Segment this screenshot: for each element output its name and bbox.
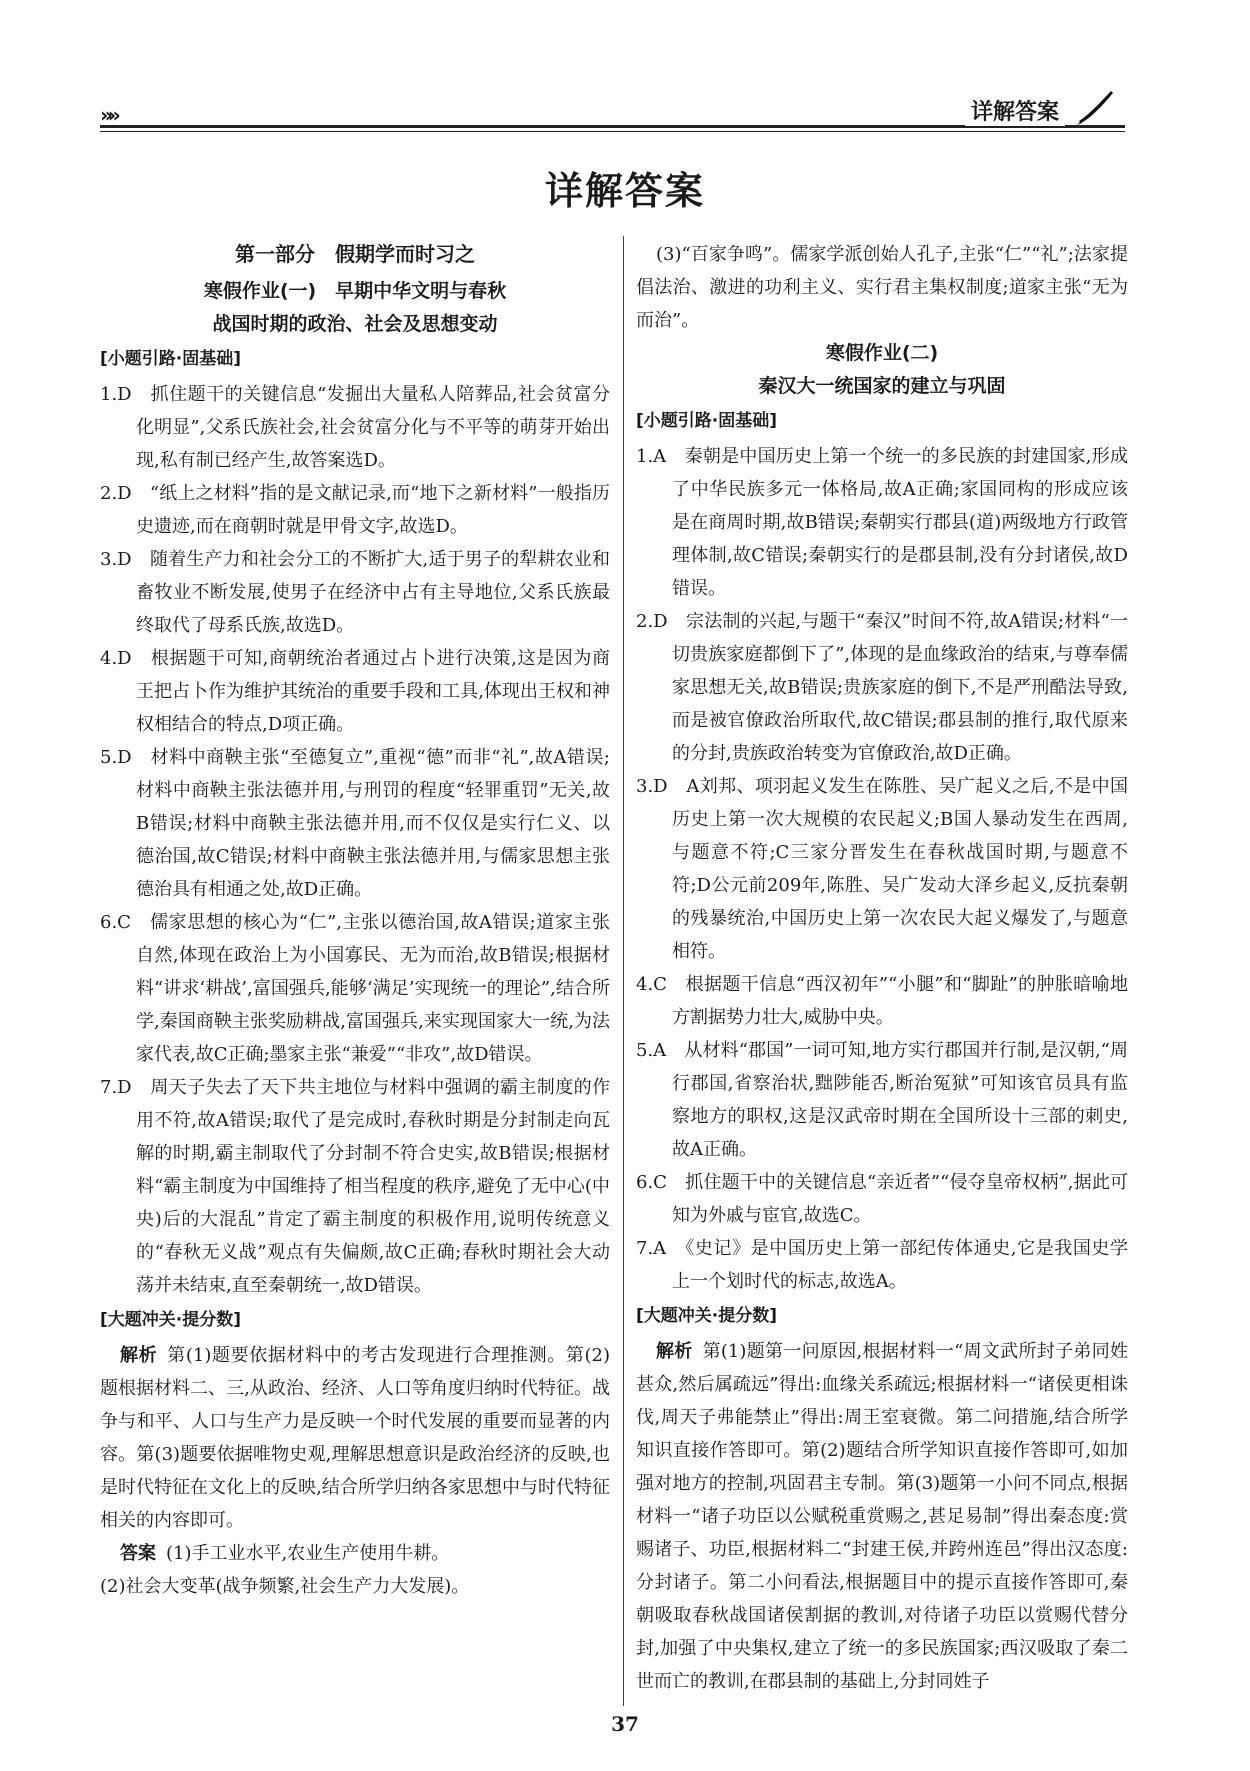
answer-item: 3.D 随着生产力和社会分工的不断扩大,适于男子的犁耕农业和畜牧业不断发展,使男子在经济中占有主导地位,父系氏族最终取代了母系氏族,故选D。 [100, 549, 610, 636]
carry-over-text: (3)“百家争鸣”。儒家学派创始人孔子,主张“仁”“礼”;法家提倡法治、激进的功利主义、实行君主集权制度;道家主张“无为而治”。 [636, 244, 1128, 331]
header-title: 详解答案 [965, 95, 1065, 126]
analysis-label: 解析 [656, 1341, 693, 1362]
answer-text-2: (2)社会大变革(战争频繁,社会生产力大发展)。 [100, 1576, 470, 1597]
right-column [636, 238, 1128, 1698]
pen-icon [1073, 85, 1117, 129]
answer-item: 4.C 根据题干信息“西汉初年”“小腿”和“脚趾”的肿胀暗喻地方割据势力壮大,威胁中央。 [636, 974, 1128, 1028]
homework-title-1-sub: 战国时期的政治、社会及思想变动 [212, 313, 498, 335]
analysis-label: 解析 [120, 1345, 158, 1366]
section-tag-big: [大题冲关·提分数] [100, 1310, 241, 1330]
page-number: 37 [611, 1712, 639, 1736]
answer-item: 3.D A刘邦、项羽起义发生在陈胜、吴广起义之后,不是中国历史上第一次大规模的农民起义;B国人暴动发生在西周,与题意不符;C三家分晋发生在春秋战国时期,与题意不符;D公元前209年,陈胜、吴广发动大泽乡起义,反抗秦朝的残暴统治,中国历史上第一次农民大起义爆发了,与题意相符。 [636, 776, 1128, 962]
homework-title-2: 寒假作业(二) [825, 342, 939, 364]
page-header [100, 95, 1125, 135]
analysis-paragraph [636, 1335, 1128, 1698]
part-title: 第一部分 假期学而时习之 [235, 242, 475, 266]
answer-item: 7.A 《史记》是中国历史上第一部纪传体通史,它是我国史学上一个划时代的标志,故选A。 [636, 1238, 1128, 1292]
analysis-paragraph [100, 1339, 610, 1537]
answer-item: 7.D 周天子失去了天下共主地位与材料中强调的霸主制度的作用不符,故A错误;取代了是完成时,春秋时期是分封制走向瓦解的时期,霸主制取代了分封制不符合史实,故B错误;根据材料“霸主制度为中国维持了相当程度的秩序,避免了无中心(中央)后的大混乱”肯定了霸主制度的积极作用,说明传统意义的“春秋无义战”观点有失偏颇,故C正确;春秋时期社会大动荡并未结束,直至秦朝统一,故D错误。 [100, 1077, 610, 1296]
answer-item: 6.C 儒家思想的核心为“仁”,主张以德治国,故A错误;道家主张自然,体现在政治上为小国寡民、无为而治,故B错误;根据材料“讲求‘耕战’,富国强兵,能够‘满足’实现统一的理论”,结合所学,秦国商鞅主张奖励耕战,富国强兵,来实现国家大一统,为法家代表,故C正确;墨家主张“兼爱”“非攻”,故D错误。 [100, 912, 610, 1065]
homework-title-1: 寒假作业(一) 早期中华文明与春秋 [203, 280, 507, 302]
answer-item: 6.C 抓住题干中的关键信息“亲近者”“侵夺皇帝权柄”,据此可知为外戚与宦官,故选C。 [636, 1172, 1128, 1226]
answer-paragraph [100, 1537, 610, 1570]
chevrons-icon: »» [100, 103, 116, 127]
answer-item: 2.D 宗法制的兴起,与题干“秦汉”时间不符,故A错误;材料“一切贵族家庭都倒下了”,体现的是血缘政治的结束,与尊奉儒家思想无关,故B错误;贵族家庭的倒下,不是严刑酷法导致,而是被官僚政治所取代,故C错误;郡县制的推行,取代原来的分封,贵族政治转变为官僚政治,故D正确。 [636, 611, 1128, 764]
answer-item: 5.D 材料中商鞅主张“至德复立”,重视“德”而非“礼”,故A错误;材料中商鞅主张法德并用,与刑罚的程度“轻罪重罚”无关,故B错误;材料中商鞅主张法德并用,而不仅仅是实行仁义、以德治国,故C错误;材料中商鞅主张法德并用,与儒家思想主张德治具有相通之处,故D正确。 [100, 747, 610, 900]
left-column [100, 238, 610, 1603]
answer-label: 答案 [120, 1543, 156, 1564]
section-tag-big: [大题冲关·提分数] [636, 1306, 777, 1326]
homework-title-2-sub: 秦汉大一统国家的建立与巩固 [758, 375, 1006, 397]
answer-text-1: (1)手工业水平,农业生产使用牛耕。 [166, 1543, 450, 1564]
answer-item: 1.D 抓住题干的关键信息“发掘出大量私人陪葬品,社会贫富分化明显”,父系氏族社会,社会贫富分化与不平等的萌芽开始出现,私有制已经产生,故答案选D。 [100, 384, 610, 471]
column-divider [623, 236, 624, 1706]
analysis-text: 第(1)题第一问原因,根据材料一“周文武所封子弟同姓甚众,然后属疏远”得出:血缘关系疏远;根据材料一“诸侯更相诛伐,周天子弗能禁止”得出:周王室衰微。第二问措施,结合所学知识直接作答即可。第(2)题结合所学知识直接作答即可,如加强对地方的控制,巩固君主专制。第(3)题第一小问不同点,根据材料一“诸子功臣以公赋税重赏赐之,甚足易制”得出秦态度:赏赐诸子、功臣,根据材料二“封建王侯,并跨州连邑”得出汉态度:分封诸子。第二小问看法,根据题目中的提示直接作答即可,秦朝吸取春秋战国诸侯割据的教训,对待诸子功臣以赏赐代替分封,加强了中央集权,建立了统一的多民族国家;西汉吸取了秦二世而亡的教训,在郡县制的基础上,分封同姓子 [636, 1341, 1128, 1692]
analysis-text: 第(1)题要依据材料中的考古发现进行合理推测。第(2)题根据材料二、三,从政治、经济、人口等角度归纳时代特征。战争与和平、人口与生产力是反映一个时代发展的重要而显著的内容。第(3)题要依据唯物史观,理解思想意识是政治经济的反映,也是时代特征在文化上的反映,结合所学归纳各家思想中与时代特征相关的内容即可。 [100, 1345, 610, 1531]
answer-item: 1.A 秦朝是中国历史上第一个统一的多民族的封建国家,形成了中华民族多元一体格局,故A正确;家国同构的形成应该是在商周时期,故B错误;秦朝实行郡县(道)两级地方行政管理体制,故C错误;秦朝实行的是郡县制,没有分封诸侯,故D错误。 [636, 446, 1128, 599]
answer-item: 2.D “纸上之材料”指的是文献记录,而“地下之新材料”一般指历史遗迹,而在商朝时就是甲骨文字,故选D。 [100, 483, 610, 537]
page-title: 详解答案 [544, 168, 705, 213]
section-tag-small: [小题引路·固基础] [100, 349, 241, 369]
header-rule-thin [100, 131, 1125, 132]
section-tag-small: [小题引路·固基础] [636, 411, 777, 431]
answer-item: 5.A 从材料“郡国”一词可知,地方实行郡国并行制,是汉朝,“周行郡国,省察治状,黜陟能否,断治冤狱”可知该官员具有监察地方的职权,这是汉武帝时期在全国所设十三部的刺史,故A正确。 [636, 1040, 1128, 1160]
answer-item: 4.D 根据题干可知,商朝统治者通过占卜进行决策,这是因为商王把占卜作为维护其统治的重要手段和工具,体现出王权和神权相结合的特点,D项正确。 [100, 648, 610, 735]
